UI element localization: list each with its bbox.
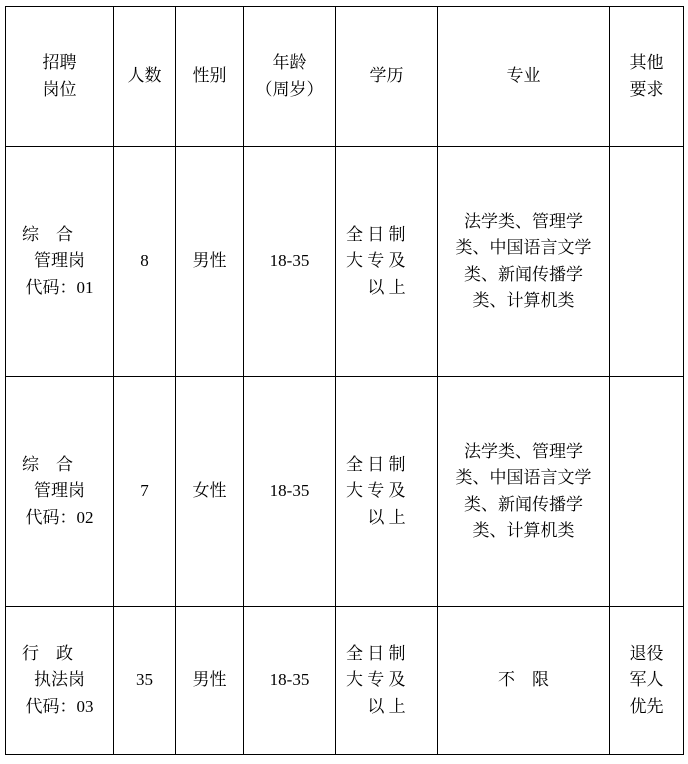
- post-line-3: 代码：03: [25, 696, 94, 716]
- education-line-2: 大 专 及: [346, 670, 406, 690]
- header-other-line-2: 要求: [629, 79, 664, 99]
- post-line-2: 管理岗: [34, 251, 85, 271]
- major-line-2: 类、中国语言文学: [455, 238, 592, 258]
- column-header-education: [336, 7, 438, 147]
- major-line-4: 类、计算机类: [472, 520, 575, 540]
- header-education-line-1: 学历: [369, 66, 404, 86]
- cell-major: [438, 377, 610, 607]
- education-line-2: 大 专 及: [346, 481, 406, 501]
- cell-age: 18-35: [244, 607, 336, 755]
- cell-age: 18-35: [244, 147, 336, 377]
- column-header-age: [244, 7, 336, 147]
- cell-post: [6, 607, 114, 755]
- header-row: [6, 7, 684, 147]
- cell-count: 7: [114, 377, 176, 607]
- cell-gender: 男性: [176, 607, 244, 755]
- cell-other: [610, 607, 684, 755]
- major-line-2: 类、中国语言文学: [455, 468, 592, 488]
- cell-other: [610, 147, 684, 377]
- cell-education: [336, 377, 438, 607]
- post-line-1: 综 合: [22, 454, 73, 474]
- cell-major: [438, 147, 610, 377]
- education-line-1: 全 日 制: [346, 224, 406, 244]
- post-line-2: 管理岗: [34, 481, 85, 501]
- column-header-other: [610, 7, 684, 147]
- header-post-line-2: 岗位: [42, 79, 77, 99]
- recruitment-table: [5, 6, 684, 755]
- other-line-1: 退役: [629, 643, 664, 663]
- cell-gender: 女性: [176, 377, 244, 607]
- cell-gender: 男性: [176, 147, 244, 377]
- major-line-1: 法学类、管理学: [464, 211, 583, 231]
- cell-age: 18-35: [244, 377, 336, 607]
- cell-education: [336, 147, 438, 377]
- cell-post: [6, 377, 114, 607]
- table-row: [6, 147, 684, 377]
- cell-education: [336, 607, 438, 755]
- post-line-1: 行 政: [22, 643, 73, 663]
- header-gender-line-1: 性别: [192, 66, 227, 86]
- cell-major: [438, 607, 610, 755]
- education-line-2: 大 专 及: [346, 251, 406, 271]
- major-line-3: 类、新闻传播学: [464, 264, 583, 284]
- major-line-1: 不 限: [498, 670, 549, 690]
- other-line-2: 军人: [629, 670, 664, 690]
- table-body: [6, 147, 684, 755]
- cell-count: 35: [114, 607, 176, 755]
- education-line-1: 全 日 制: [346, 454, 406, 474]
- header-age-line-1: 年龄: [272, 53, 307, 73]
- education-line-1: 全 日 制: [346, 643, 406, 663]
- header-age-line-2: （周岁）: [255, 79, 324, 99]
- major-line-4: 类、计算机类: [472, 290, 575, 310]
- post-line-3: 代码：01: [25, 277, 94, 297]
- column-header-major: [438, 7, 610, 147]
- cell-other: [610, 377, 684, 607]
- post-line-2: 执法岗: [34, 670, 85, 690]
- post-line-1: 综 合: [22, 224, 73, 244]
- education-line-3: 以 上: [367, 696, 406, 716]
- header-count-line-1: 人数: [127, 66, 162, 86]
- cell-post: [6, 147, 114, 377]
- education-line-3: 以 上: [367, 277, 406, 297]
- table-header: [6, 7, 684, 147]
- cell-count: 8: [114, 147, 176, 377]
- column-header-gender: [176, 7, 244, 147]
- table-row: [6, 607, 684, 755]
- education-line-3: 以 上: [367, 507, 406, 527]
- major-line-1: 法学类、管理学: [464, 441, 583, 461]
- major-line-3: 类、新闻传播学: [464, 494, 583, 514]
- header-major-line-1: 专业: [506, 66, 541, 86]
- post-line-3: 代码：02: [25, 507, 94, 527]
- column-header-count: [114, 7, 176, 147]
- other-line-3: 优先: [629, 696, 664, 716]
- header-other-line-1: 其他: [629, 53, 664, 73]
- column-header-post: [6, 7, 114, 147]
- header-post-line-1: 招聘: [42, 53, 77, 73]
- table-row: [6, 377, 684, 607]
